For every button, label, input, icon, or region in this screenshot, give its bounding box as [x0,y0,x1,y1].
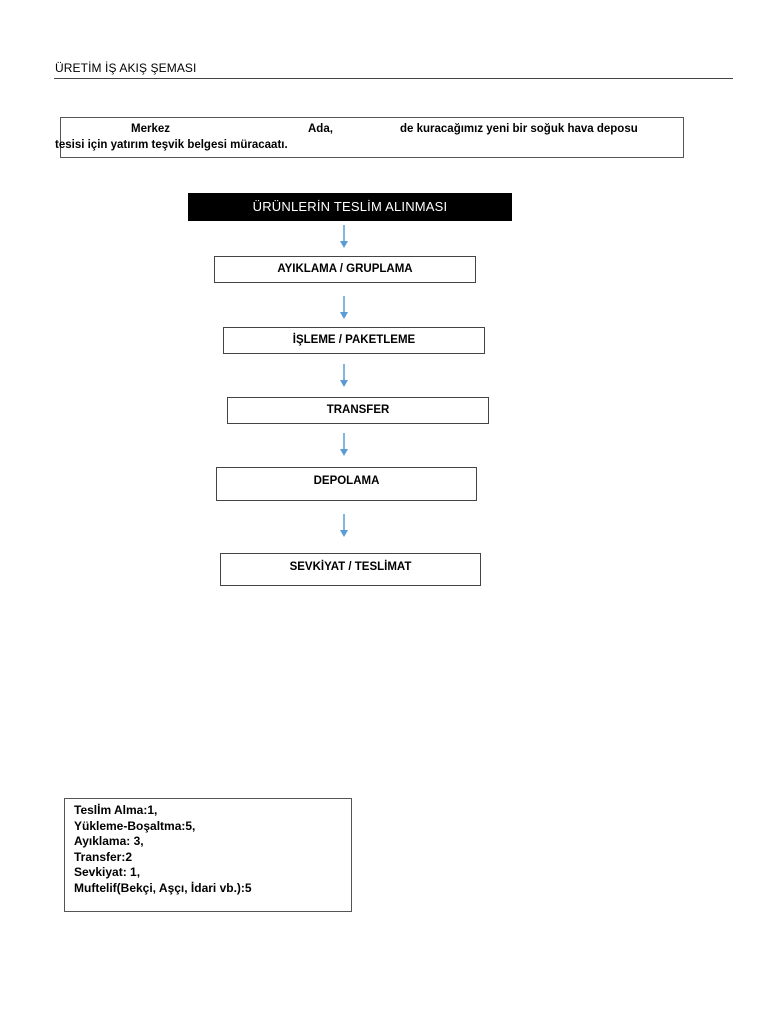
intro-text-ada: Ada, [308,123,333,135]
arrow-down-icon [339,296,349,320]
step-shipping-delivery: SEVKİYAT / TESLİMAT [220,553,481,586]
intro-text-merkez: Merkez [131,123,170,135]
staff-line-sorting: Ayıklama: 3, [74,834,144,849]
arrow-down-icon [339,433,349,457]
staff-line-transfer: Transfer:2 [74,849,133,864]
staff-line-receiving: Teslİm Alma:1, [74,803,158,817]
staff-count-box [64,798,352,912]
intro-text-line2: tesisi için yatırım teşvik belgesi müracaatı. [55,139,288,151]
arrow-down-icon [339,514,349,538]
step-processing-packaging: İŞLEME / PAKETLEME [223,327,485,354]
step-storage: DEPOLAMA [216,467,477,501]
arrow-down-icon [339,225,349,249]
step-transfer: TRANSFER [227,397,489,424]
document-title: ÜRETİM İŞ AKIŞ ŞEMASI [55,61,197,75]
staff-line-shipping: Sevkiyat: 1, [74,865,141,880]
step-sorting-grouping: AYIKLAMA / GRUPLAMA [214,256,476,283]
staff-line-loading: Yükleme-Boşaltma:5, [74,818,196,833]
intro-text-description: de kuracağımız yeni bir soğuk hava deposu [400,123,638,135]
flow-header-receiving: ÜRÜNLERİN TESLİM ALINMASI [188,193,512,221]
intro-box [55,117,684,158]
arrow-down-icon [339,364,349,388]
header-divider [54,78,733,79]
staff-line-misc: Muftelif(Bekçi, Aşçı, İdari vb.):5 [74,880,252,895]
